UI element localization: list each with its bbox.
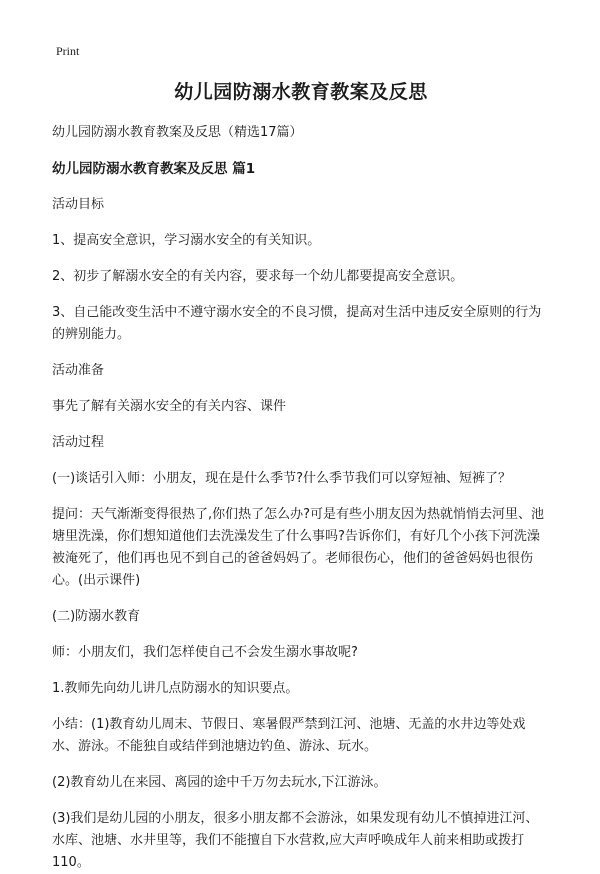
- teacher-question: 师：小朋友们，我们怎样使自己不会发生溺水事故呢?: [52, 645, 358, 660]
- section-heading: 幼儿园防溺水教育教案及反思 篇1: [52, 161, 256, 177]
- knowledge-points: 1.教师先向幼儿讲几点防溺水的知识要点。: [52, 681, 299, 696]
- prep-text: 事先了解有关溺水安全的有关内容、课件: [52, 399, 287, 414]
- summary-point-2: (2)教育幼儿在来园、离园的途中千万勿去玩水,下江游泳。: [52, 775, 387, 790]
- document-subtitle: 幼儿园防溺水教育教案及反思（精选17篇）: [52, 125, 303, 140]
- process-question: 提问：天气渐渐变得很热了,你们热了怎么办?可是有些小朋友因为热就悄悄去河里、池塘里洗澡，你们想知道他们去洗澡发生了什么事吗?告诉你们，有好几个小孩下河洗澡被淹死了，他们再也见不到自己的爸爸妈妈了。老师很伤心，他们的爸爸妈妈也很伤心。(出示课件): [52, 507, 545, 588]
- subheading-drowning-education: (二)防溺水教育: [52, 609, 141, 624]
- print-label: Print: [56, 44, 80, 58]
- heading-activity-process: 活动过程: [52, 435, 105, 450]
- page-title: 幼儿园防溺水教育教案及反思: [174, 81, 428, 103]
- goal-item-2: 2、初步了解溺水安全的有关内容，要求每一个幼儿都要提高安全意识。: [52, 269, 464, 284]
- goal-item-1: 1、提高安全意识，学习溺水安全的有关知识。: [52, 233, 321, 248]
- summary-point-3: (3)我们是幼儿园的小朋友，很多小朋友都不会游泳，如果发现有幼儿不慎掉进江河、水库、池塘、水井里等，我们不能擅自下水营救,应大声呼唤成年人前来相助或拨打110。: [52, 811, 539, 870]
- heading-activity-goals: 活动目标: [52, 197, 105, 212]
- heading-activity-prep: 活动准备: [52, 363, 105, 378]
- process-intro: (一)谈话引入师：小朋友，现在是什么季节?什么季节我们可以穿短袖、短裤了？: [52, 471, 512, 486]
- goal-item-3: 3、自己能改变生活中不遵守溺水安全的不良习惯，提高对生活中违反安全原则的行为的辨别能力。: [52, 305, 542, 342]
- summary-point-1: 小结：(1)教育幼儿周末、节假日、寒暑假严禁到江河、池塘、无盖的水井边等处戏水、游泳。不能独自或结伴到池塘边钓鱼、游泳、玩水。: [52, 717, 526, 754]
